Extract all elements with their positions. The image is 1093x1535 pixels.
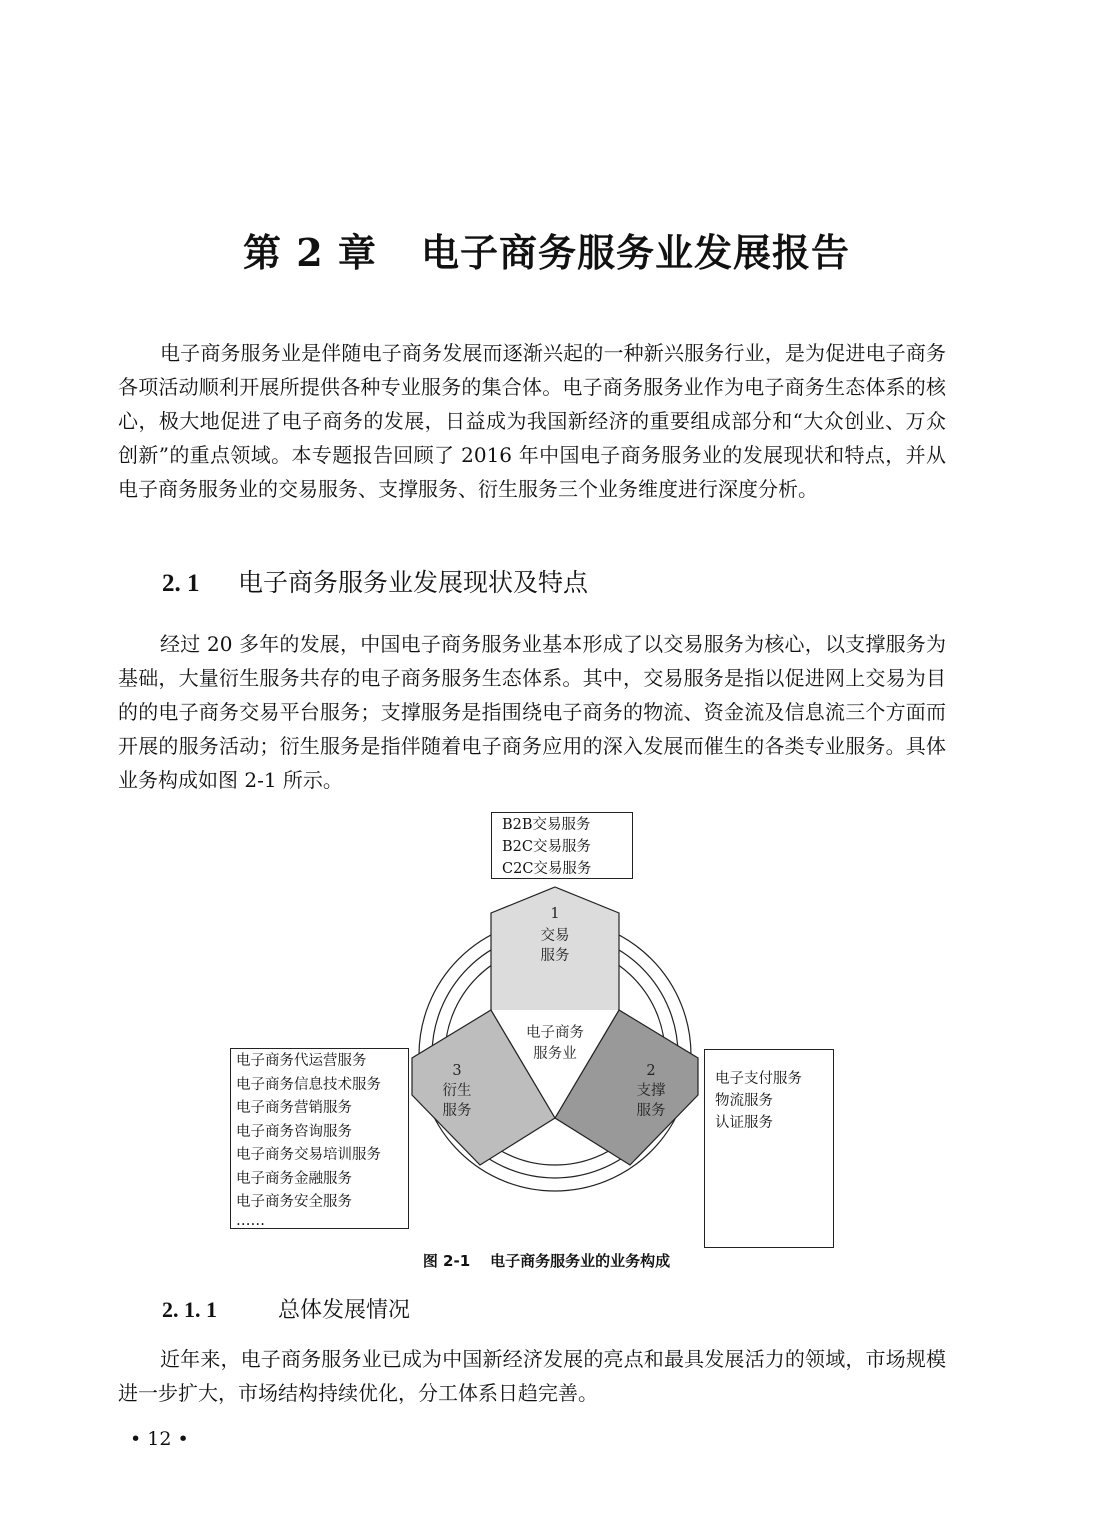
trade-label-2: 服务 bbox=[540, 948, 570, 964]
figure-number: 图 2-1 bbox=[422, 1252, 471, 1270]
support-item: 电子支付服务 bbox=[715, 1071, 802, 1087]
derived-item: 电子商务咨询服务 bbox=[236, 1123, 352, 1140]
section-paragraph: 经过 20 多年的发展，中国电子商务服务业基本形成了以交易服务为核心，以支撑服务为基础，大量衍生服务共存的电子商务服务生态体系。其中，交易服务是指以促进网上交易为目的的电子商务交易平台服务；支撑服务是指围绕电子商务的物流、资金流及信息流三个方面而开展的服务活动；衍生服务是指伴随着电子商务应用的深入发展而催生的各类专业服务。具体业务构成如图 2-1 所示。 bbox=[118, 632, 946, 792]
trade-item: B2C交易服务 bbox=[502, 839, 591, 855]
support-item: 认证服务 bbox=[715, 1115, 773, 1131]
intro-paragraph: 电子商务服务业是伴随电子商务发展而逐渐兴起的一种新兴服务行业，是为促进电子商务各项活动顺利开展所提供各种专业服务的集合体。电子商务服务业作为电子商务生态体系的核心，极大地促进了电子商务的发展，日益成为我国新经济的重要组成部分和“大众创业、万众创新”的重点领域。本专题报告回顾了 2016 年中国电子商务服务业的发展现状和特点，并从电子商务服务业的交易服务、支撑服务、衍生服务三个业务维度进行深度分析。 bbox=[118, 341, 946, 501]
support-number: 2 bbox=[646, 1063, 656, 1079]
derived-item: 电子商务代运营服务 bbox=[236, 1053, 367, 1069]
support-item: 物流服务 bbox=[715, 1093, 773, 1109]
figure-caption-text: 电子商务服务业的业务构成 bbox=[490, 1252, 671, 1270]
support-services-box bbox=[704, 1049, 834, 1248]
trade-label-1: 交易 bbox=[540, 928, 570, 944]
page-number: • 12 • bbox=[130, 1428, 189, 1450]
derived-item: 电子商务交易培训服务 bbox=[236, 1147, 381, 1163]
chapter-number: 第 2 章 bbox=[243, 230, 377, 275]
support-label-2: 服务 bbox=[636, 1103, 666, 1119]
center-label-1: 电子商务 bbox=[526, 1025, 584, 1041]
trade-number: 1 bbox=[550, 906, 560, 922]
subsection-title: 总体发展情况 bbox=[278, 1298, 411, 1323]
derived-item: …… bbox=[236, 1212, 265, 1229]
center-label-2: 服务业 bbox=[533, 1046, 577, 1062]
derived-item: 电子商务金融服务 bbox=[236, 1170, 352, 1187]
subsection-number: 2. 1. 1 bbox=[162, 1297, 217, 1322]
derived-item: 电子商务信息技术服务 bbox=[236, 1076, 381, 1093]
chapter-title-text: 电子商务服务业发展报告 bbox=[420, 230, 850, 275]
derived-label-1: 衍生 bbox=[442, 1083, 472, 1099]
derived-label-2: 服务 bbox=[442, 1103, 472, 1119]
support-label-1: 支撑 bbox=[636, 1083, 666, 1099]
derived-item: 电子商务营销服务 bbox=[236, 1100, 352, 1116]
derived-item: 电子商务安全服务 bbox=[236, 1194, 352, 1210]
trade-item: B2B交易服务 bbox=[502, 817, 591, 833]
trade-item: C2C交易服务 bbox=[502, 861, 592, 877]
subsection-paragraph: 近年来，电子商务服务业已成为中国新经济发展的亮点和最具发展活力的领域，市场规模进一步扩大，市场结构持续优化，分工体系日趋完善。 bbox=[118, 1347, 946, 1405]
subsection-heading bbox=[162, 1293, 410, 1324]
trade-services-box bbox=[491, 812, 633, 879]
figure-caption bbox=[0, 1250, 1093, 1271]
section-title: 电子商务服务业发展现状及特点 bbox=[238, 568, 589, 597]
section-number: 2. 1 bbox=[162, 570, 200, 597]
derived-services-box bbox=[230, 1048, 409, 1229]
derived-number: 3 bbox=[452, 1063, 462, 1079]
